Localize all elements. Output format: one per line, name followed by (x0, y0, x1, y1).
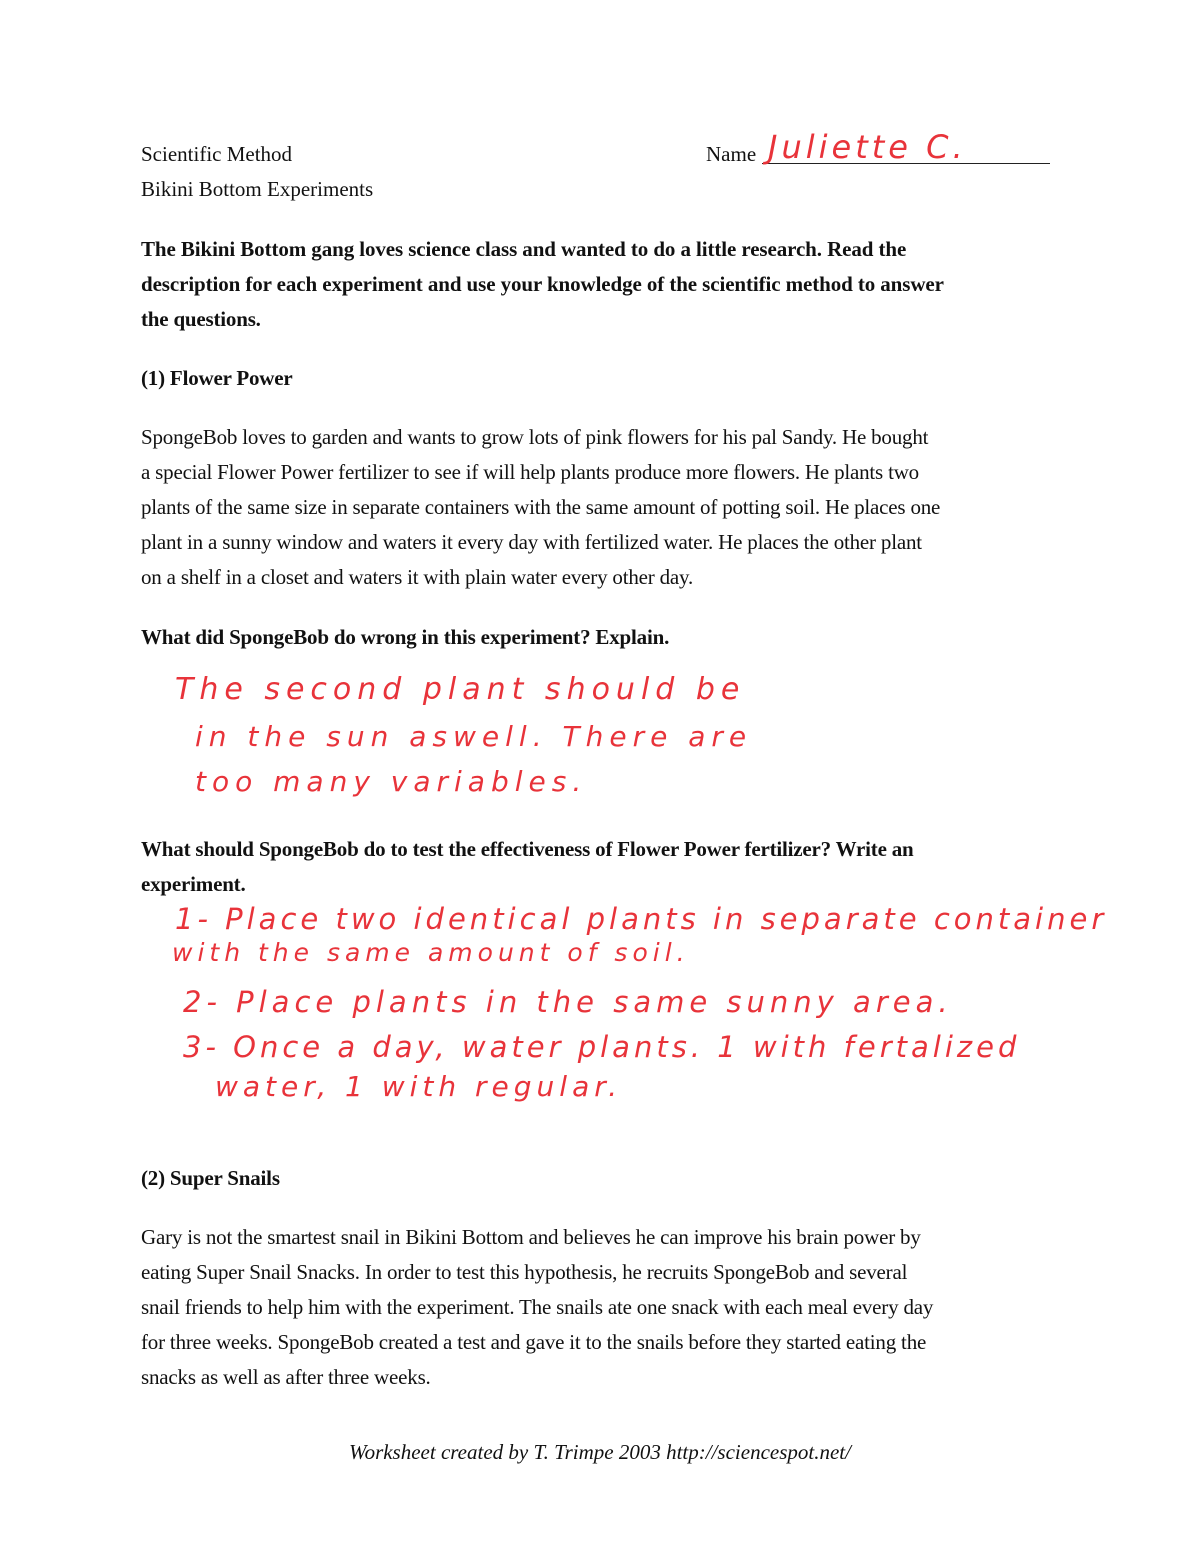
answer1-line-3: too many variables. (195, 765, 588, 798)
section1-heading: (1) Flower Power (141, 366, 293, 390)
intro-line-2: description for each experiment and use your knowledge of the scientific method to answer (141, 272, 944, 296)
worksheet-subtitle: Bikini Bottom Experiments (141, 177, 374, 201)
section1-paragraph-line-1: SpongeBob loves to garden and wants to grow lots of pink flowers for his pal Sandy. He bought (141, 425, 929, 449)
section2-paragraph-line-5: snacks as well as after three weeks. (141, 1365, 431, 1389)
answer1-line-1: The second plant should be (175, 672, 746, 707)
section2-paragraph-line-2: eating Super Snail Snacks. In order to test this hypothesis, he recruits SpongeBob and several (141, 1260, 908, 1284)
section1-paragraph-line-3: plants of the same size in separate containers with the same amount of potting soil. He places one (141, 495, 941, 519)
name-label: Name (706, 142, 757, 166)
worksheet-title: Scientific Method (141, 142, 293, 166)
answer2-line-3: 2- Place plants in the same sunny area. (183, 985, 953, 1019)
section2-heading: (2) Super Snails (141, 1166, 280, 1190)
intro-line-1: The Bikini Bottom gang loves science class and wanted to do a little research. Read the (141, 237, 907, 261)
section2-paragraph-line-4: for three weeks. SpongeBob created a test and gave it to the snails before they started eating the (141, 1330, 927, 1354)
answer2-line-5: water, 1 with regular. (215, 1070, 623, 1103)
section1-paragraph-line-5: on a shelf in a closet and waters it with plain water every other day. (141, 565, 694, 589)
section1-paragraph-line-2: a special Flower Power fertilizer to see if will help plants produce more flowers. He plants two (141, 460, 919, 484)
section2-paragraph-line-3: snail friends to help him with the experiment. The snails ate one snack with each meal every day (141, 1295, 934, 1319)
intro-line-3: the questions. (141, 307, 261, 331)
section1-paragraph-line-4: plant in a sunny window and waters it every day with fertilized water. He places the other plant (141, 530, 922, 554)
answer2-line-2: with the same amount of soil. (172, 938, 690, 967)
question-1: What did SpongeBob do wrong in this experiment? Explain. (141, 625, 670, 649)
worksheet-footer: Worksheet created by T. Trimpe 2003 http://sciencespot.net/ (349, 1440, 851, 1464)
answer2-line-1: 1- Place two identical plants in separate container (175, 902, 1108, 936)
answer1-line-2: in the sun aswell. There are (195, 720, 753, 753)
question-2-line-1: What should SpongeBob do to test the effectiveness of Flower Power fertilizer? Write an (141, 837, 914, 861)
name-handwritten: Juliette C. (768, 128, 967, 166)
answer2-line-4: 3- Once a day, water plants. 1 with fertalized (183, 1030, 1021, 1064)
question-2-line-2: experiment. (141, 872, 246, 896)
section2-paragraph-line-1: Gary is not the smartest snail in Bikini Bottom and believes he can improve his brain power by (141, 1225, 921, 1249)
